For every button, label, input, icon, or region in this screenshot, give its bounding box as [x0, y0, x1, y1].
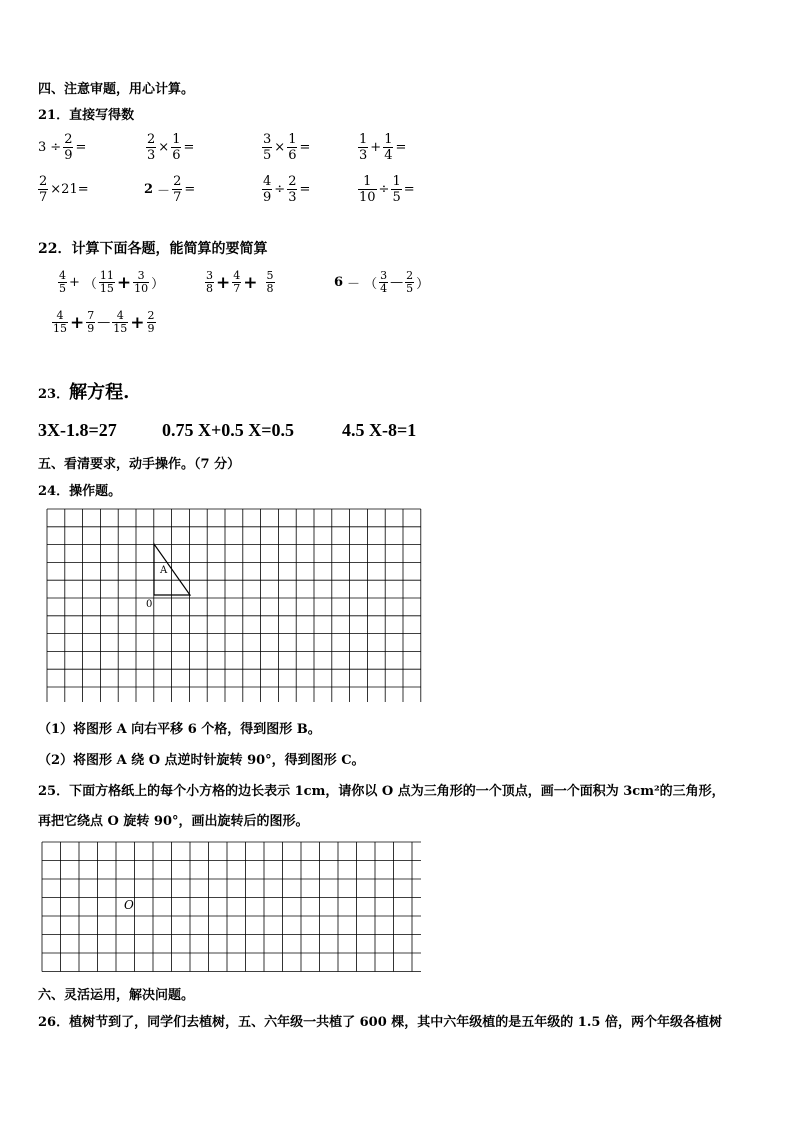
paren: （	[364, 277, 378, 292]
q21-r2-b	[142, 174, 197, 205]
fraction: $\frac{2}{3}$	[147, 132, 156, 163]
fraction: $\frac{11}{15}$	[99, 269, 114, 295]
section-6-title: 六、灵活运用，解决问题。	[38, 988, 195, 1003]
fraction: $\frac{4}{15}$	[53, 309, 67, 335]
section-4-title: 四、注意审题，用心计算。	[38, 82, 195, 97]
operator: －	[157, 184, 171, 199]
operator: —	[390, 275, 404, 290]
q25-line-1: 25．下面方格纸上的每个小方格的边长表示 1cm，请你以 O 点为三角形的一个顶点，画一个面积为 3cm²的三角形，	[38, 784, 725, 799]
fraction: $\frac{1}{6}$	[288, 132, 297, 163]
equation-2: 0.75 X+0.5 X=0.5	[162, 420, 295, 440]
fraction: $\frac{2}{9}$	[64, 132, 73, 163]
integer: 2	[144, 182, 154, 197]
operator: ÷	[274, 182, 286, 197]
fraction: $\frac{2}{3}$	[288, 174, 297, 205]
q23-title: 解方程.	[69, 382, 130, 403]
equals: =	[403, 182, 415, 197]
label-a: A	[160, 565, 168, 576]
equals: =	[75, 140, 87, 155]
equals: =	[299, 140, 311, 155]
figure-a-triangle	[46, 508, 426, 702]
paren: （	[83, 277, 97, 292]
equation-3: 4.5 X-8=1	[342, 420, 417, 440]
equation-1: 3X-1.8=27	[38, 420, 117, 440]
q21-r1-d	[358, 132, 408, 163]
q22-expr-2	[205, 270, 275, 295]
fraction: $\frac{1}{5}$	[392, 174, 401, 205]
q23-heading	[38, 378, 129, 404]
fraction: $\frac{5}{8}$	[266, 269, 274, 295]
q24-title: 24．操作题。	[38, 484, 122, 499]
operator: +	[130, 312, 145, 333]
q21-r1-a	[36, 132, 88, 163]
fraction: $\frac{2}{7}$	[173, 174, 182, 205]
operator: +	[243, 272, 258, 293]
equals: =	[299, 182, 311, 197]
equals: =	[183, 140, 195, 155]
q22-expr-3	[332, 270, 431, 295]
q26-line-1: 26．植树节到了，同学们去植树，五、六年级一共植了 600 棵，其中六年级植的是五年级的 1.5 倍，两个年级各植树	[38, 1015, 722, 1030]
q21-r1-b	[146, 132, 196, 163]
q25-line-2: 再把它绕点 O 旋转 90°，画出旋转后的图形。	[38, 814, 309, 829]
q22-expr-1	[58, 270, 166, 295]
fraction: $\frac{1}{4}$	[384, 132, 393, 163]
fraction: $\frac{3}{10}$	[134, 269, 149, 295]
operator: ÷	[50, 140, 62, 155]
fraction: $\frac{2}{7}$	[39, 174, 48, 205]
fraction: $\frac{1}{10}$	[359, 174, 376, 205]
operator: +	[370, 140, 382, 155]
fraction: $\frac{3}{5}$	[263, 132, 272, 163]
operator: —	[97, 315, 111, 330]
operator: ×	[274, 140, 286, 155]
q21-r2-d	[358, 174, 417, 205]
q21-r1-c	[262, 132, 312, 163]
fraction: $\frac{4}{15}$	[113, 309, 128, 335]
fraction: $\frac{1}{6}$	[172, 132, 181, 163]
fraction: $\frac{3}{4}$	[380, 269, 388, 295]
q21-r2-a	[38, 174, 91, 205]
operator: ×21=	[50, 182, 89, 197]
operator: +	[116, 272, 132, 293]
operator: +	[69, 275, 80, 290]
q22-title: 22．计算下面各题，能简算的要简算	[38, 241, 268, 257]
q24-item-2: （2）将图形 A 绕 O 点逆时针旋转 90°，得到图形 C。	[38, 753, 365, 768]
operator: ×	[158, 140, 170, 155]
fraction: $\frac{2}{9}$	[147, 309, 155, 335]
operator: ÷	[378, 182, 390, 197]
grid-paper-q25	[41, 841, 421, 975]
equals: =	[395, 140, 407, 155]
paren: ）	[416, 277, 430, 292]
section-5-title: 五、看清要求，动手操作。（7 分）	[38, 457, 241, 472]
integer: 3	[38, 140, 47, 155]
integer: 6	[334, 275, 344, 290]
q23-number: 23．	[38, 387, 70, 402]
paren: ）	[151, 277, 165, 292]
q22-expr-4	[52, 310, 156, 335]
fraction: $\frac{4}{7}$	[233, 269, 241, 295]
operator: +	[216, 272, 231, 293]
operator: +	[70, 312, 85, 333]
q21-title: 21．直接写得数	[38, 108, 135, 123]
label-o-q25: O	[124, 898, 134, 912]
q21-r2-c	[262, 174, 312, 205]
fraction: $\frac{3}{8}$	[206, 269, 213, 295]
fraction: $\frac{7}{9}$	[87, 309, 95, 335]
equals: =	[184, 182, 196, 197]
label-o: 0	[146, 599, 153, 610]
fraction: $\frac{4}{9}$	[263, 174, 272, 205]
fraction: $\frac{2}{5}$	[406, 269, 414, 295]
fraction: $\frac{4}{5}$	[59, 269, 66, 295]
q24-item-1: （1）将图形 A 向右平移 6 个格，得到图形 B。	[38, 722, 321, 737]
operator: －	[347, 277, 361, 292]
fraction: $\frac{1}{3}$	[359, 132, 368, 163]
